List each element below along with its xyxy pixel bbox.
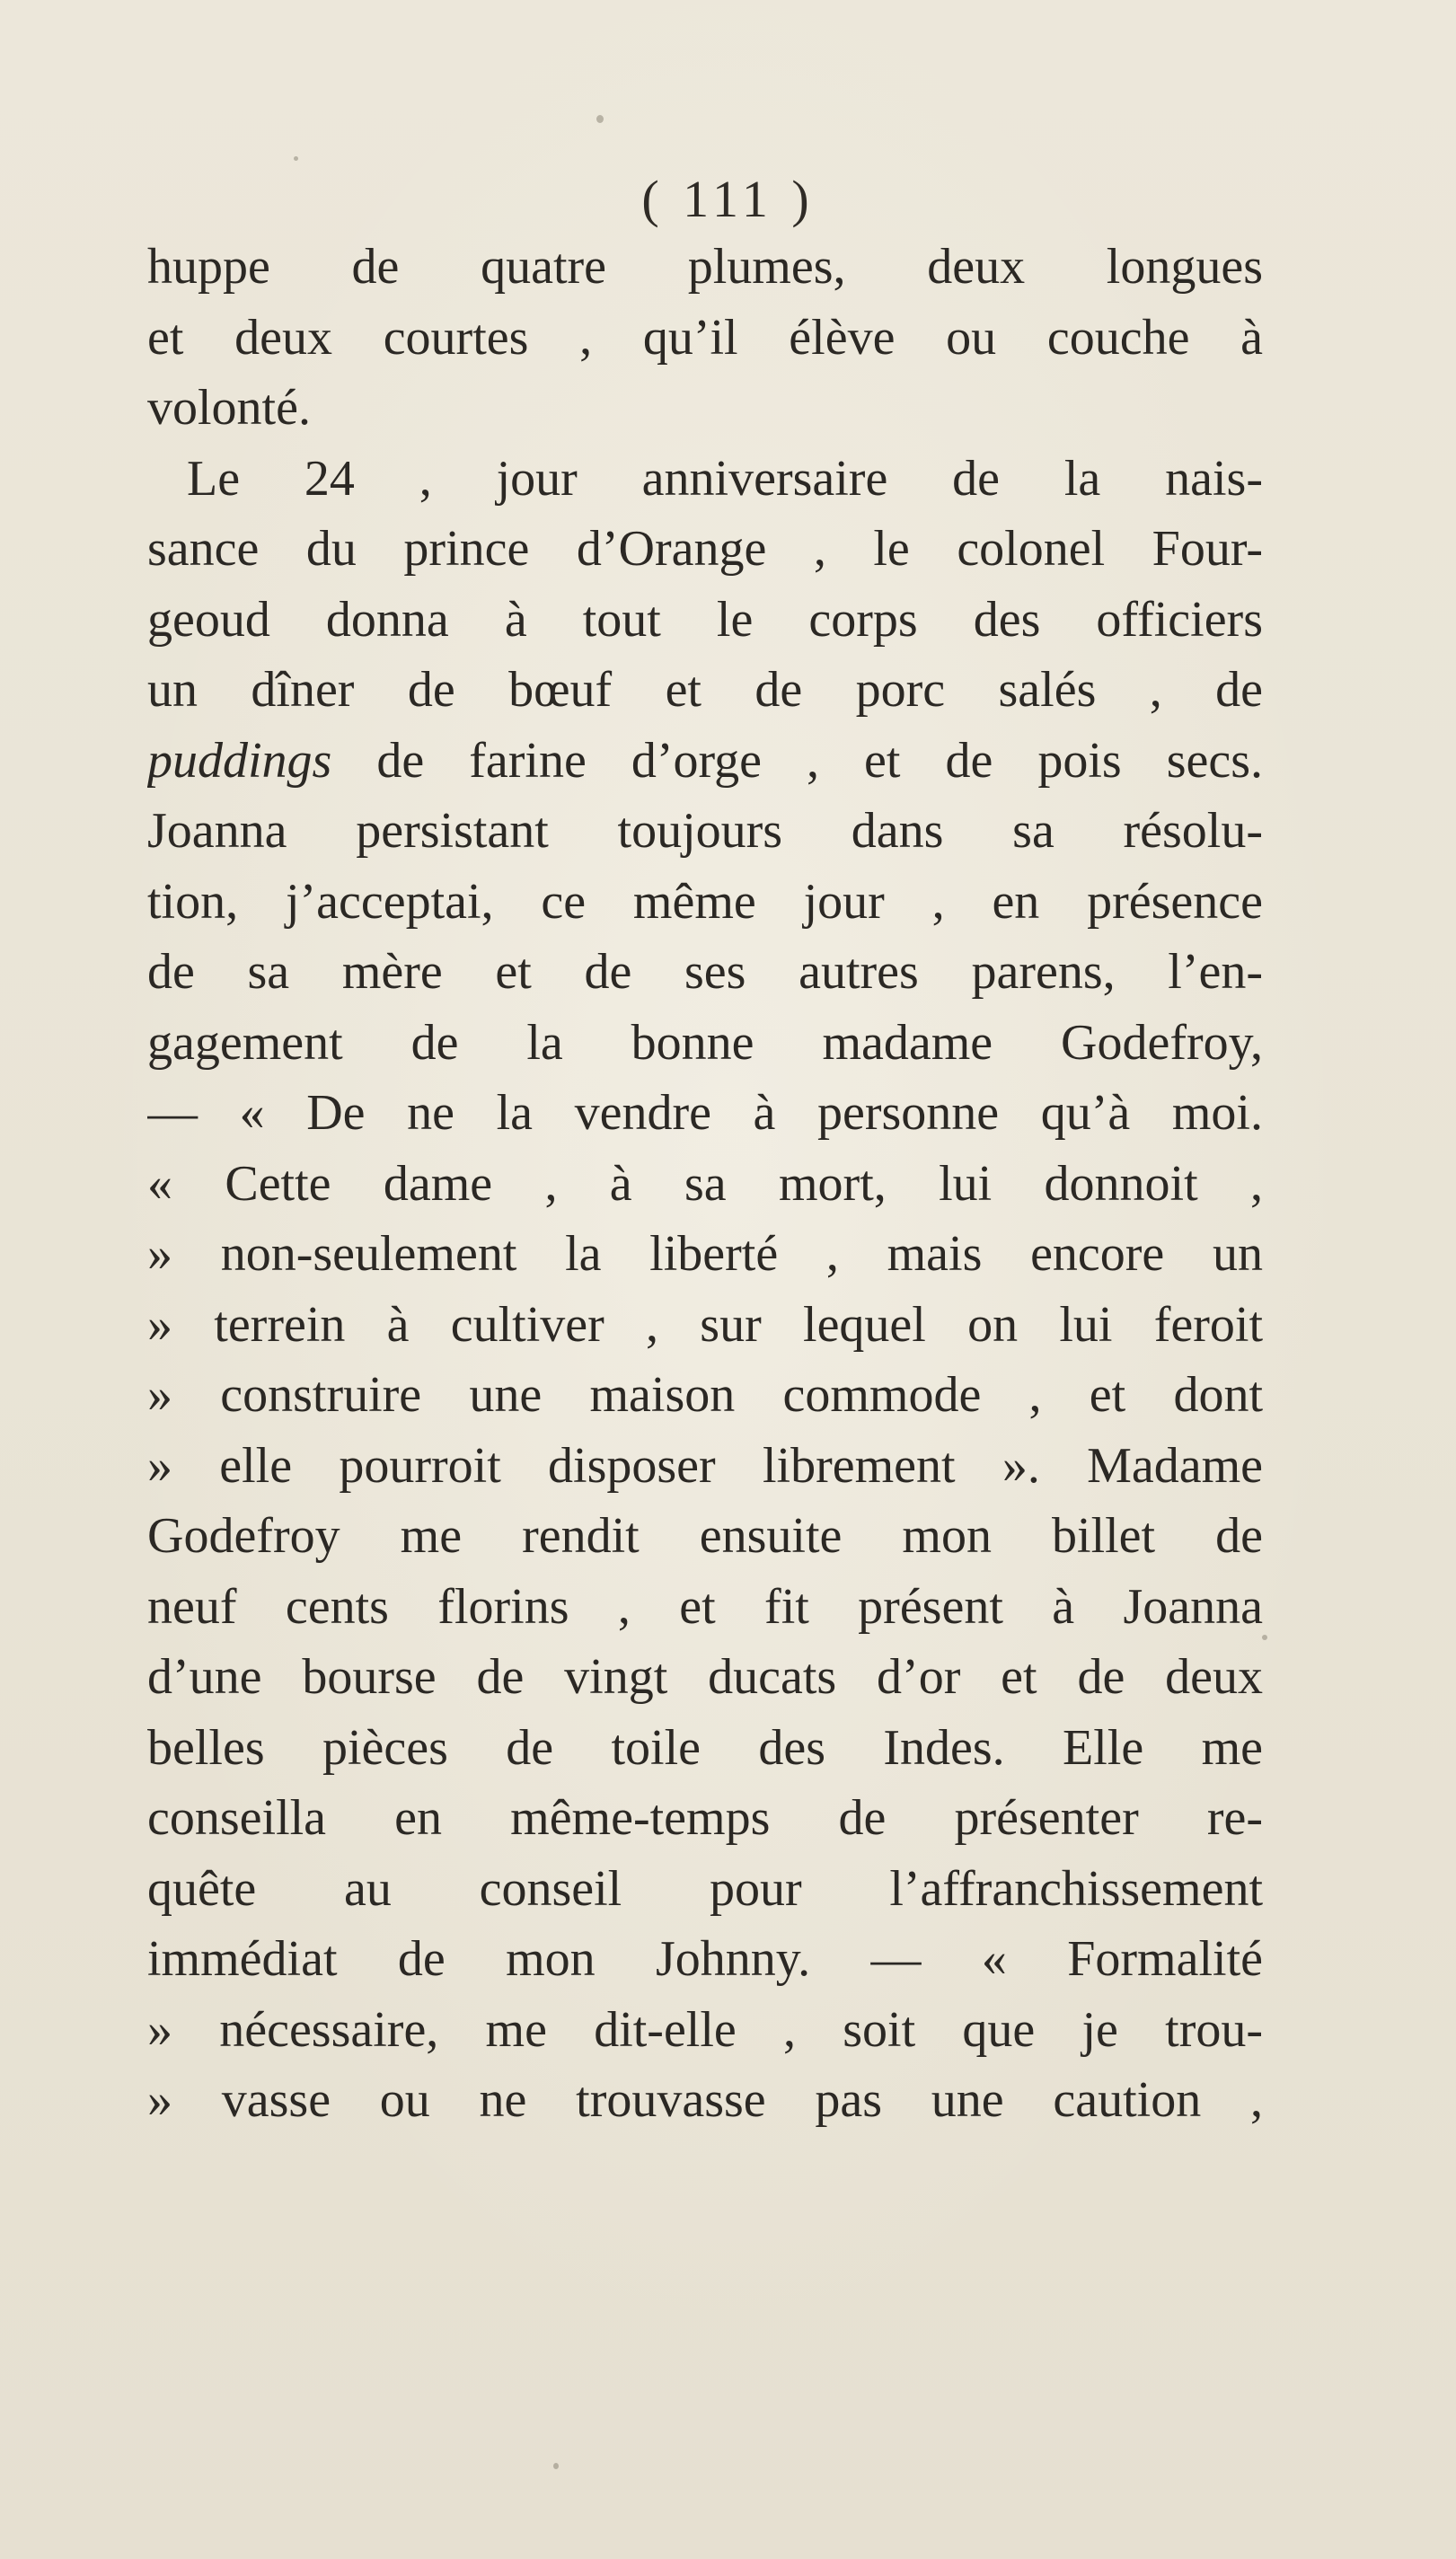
text-line: immédiat de mon Johnny. — « Formalité	[147, 1931, 1263, 1987]
text-line-rest: de farine d’orge , et de pois secs.	[376, 732, 1263, 789]
text-line: volonté.	[147, 380, 311, 436]
text-line: huppe de quatre plumes, deux longues	[147, 239, 1263, 295]
text-line	[147, 726, 1263, 797]
page-number: ( 111 )	[641, 170, 815, 228]
ink-speck	[553, 2463, 559, 2469]
text-line: sance du prince d’Orange , le colonel Four-	[147, 521, 1263, 577]
text-line: » construire une maison commode , et dont	[147, 1367, 1263, 1423]
body-text	[147, 232, 1263, 2136]
text-line: neuf cents florins , et fit présent à Joanna	[147, 1578, 1263, 1635]
text-line: de sa mère et de ses autres parens, l’en-	[147, 944, 1263, 1000]
text-line: » nécessaire, me dit-elle , soit que je trou-	[147, 2001, 1263, 2058]
text-line: Joanna persistant toujours dans sa résolu-	[147, 803, 1263, 859]
text-line: gagement de la bonne madame Godefroy,	[147, 1014, 1263, 1071]
italic-word: puddings	[147, 732, 332, 789]
text-line: quête au conseil pour l’affranchissement	[147, 1860, 1263, 1917]
text-line: d’une bourse de vingt ducats d’or et de deux	[147, 1649, 1263, 1705]
text-line: » non-seulement la liberté , mais encore un	[147, 1226, 1263, 1282]
text-line: — « De ne la vendre à personne qu’à moi.	[147, 1085, 1263, 1141]
text-line: belles pièces de toile des Indes. Elle me	[147, 1719, 1263, 1776]
text-line: » elle pourroit disposer librement ». Madame	[147, 1437, 1263, 1494]
text-line: » terrein à cultiver , sur lequel on lui feroit	[147, 1296, 1263, 1353]
text-line: tion, j’acceptai, ce même jour , en présence	[147, 873, 1263, 930]
text-line: « Cette dame , à sa mort, lui donnoit ,	[147, 1155, 1263, 1212]
text-line: un dîner de bœuf et de porc salés , de	[147, 662, 1263, 718]
ink-speck	[596, 115, 604, 123]
text-line: geoud donna à tout le corps des officiers	[147, 591, 1263, 648]
text-line: conseilla en même-temps de présenter re-	[147, 1790, 1263, 1846]
text-line: » vasse ou ne trouvasse pas une caution ,	[147, 2072, 1263, 2128]
ink-speck	[294, 156, 298, 161]
text-line: et deux courtes , qu’il élève ou couche à	[147, 309, 1263, 366]
text-line: Le 24 , jour anniversaire de la nais-	[187, 450, 1263, 507]
text-line: Godefroy me rendit ensuite mon billet de	[147, 1508, 1263, 1564]
